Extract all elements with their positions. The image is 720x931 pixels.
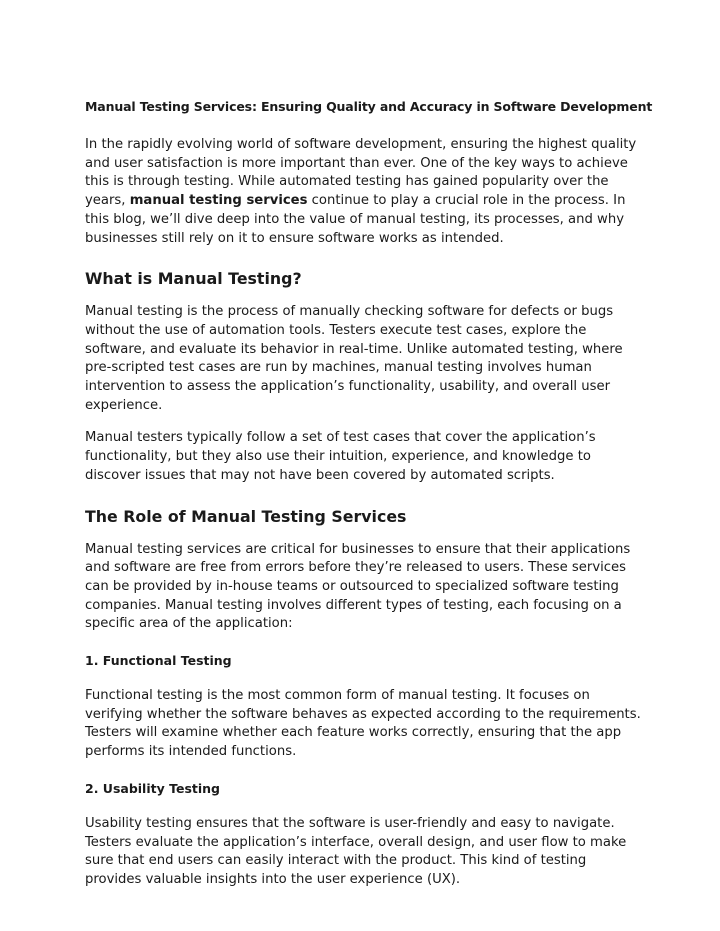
subsection-heading-functional-testing: 1. Functional Testing: [85, 653, 232, 669]
subsection1-paragraph: Functional testing is the most common form of manual testing. It focuses on verifying whether the software behaves as expected according to the requirements. Testers will examine whether each feature works correctly, ensuring that the app performs its intended functions.: [85, 688, 641, 760]
section1-paragraph-1: Manual testing is the process of manually checking software for defects or bugs without the use of automation tools. Testers execute test cases, explore the software, and evaluate its behavior in real-time. Unlike automated testing, where pre-scripted test cases are run by machines, manual testing involves human intervention to assess the application’s functionality, usability, and overall user experience.: [85, 304, 623, 413]
section1-paragraph-2: Manual testers typically follow a set of test cases that cover the application’s functionality, but they also use their intuition, experience, and knowledge to discover issues that may not have been covered by automated scripts.: [85, 430, 596, 483]
intro-paragraph: [85, 136, 641, 248]
intro-text-end: continue to play a crucial role in the process. In this blog, we’ll dive deep into the value of manual testing, its processes, and why businesses still rely on it to ensure software works as intended.: [85, 193, 626, 246]
document-page: [85, 97, 653, 904]
section2-paragraph-1: Manual testing services are critical for businesses to ensure that their applications and software are free from errors before they’re released to users. These services can be provided by in-house teams or outsourced to specialized software testing companies. Manual testing involves different types of testing, each focusing on a specific area of the application:: [85, 541, 631, 632]
intro-bold-keyword: manual testing services: [129, 193, 308, 209]
intro-text-start: In the rapidly evolving world of software development, ensuring the highest quality and user satisfaction is more important than ever. One of the key ways to achieve this is through testing. While automated testing has gained popularity over the years,: [85, 137, 637, 209]
section-heading-role-of-services: The Role of Manual Testing Services: [85, 506, 407, 526]
subsection-heading-usability-testing: 2. Usability Testing: [85, 780, 220, 796]
document-title: Manual Testing Services: Ensuring Quality and Accuracy in Software Development: [85, 99, 653, 114]
section-heading-what-is-manual-testing: What is Manual Testing?: [85, 269, 302, 289]
subsection2-paragraph: Usability testing ensures that the software is user-friendly and easy to navigate. Testers evaluate the application’s interface, overall design, and user flow to make sure that end users can easily interact with the product. This kind of testing provides valuable insights into the user experience (UX).: [85, 815, 627, 887]
